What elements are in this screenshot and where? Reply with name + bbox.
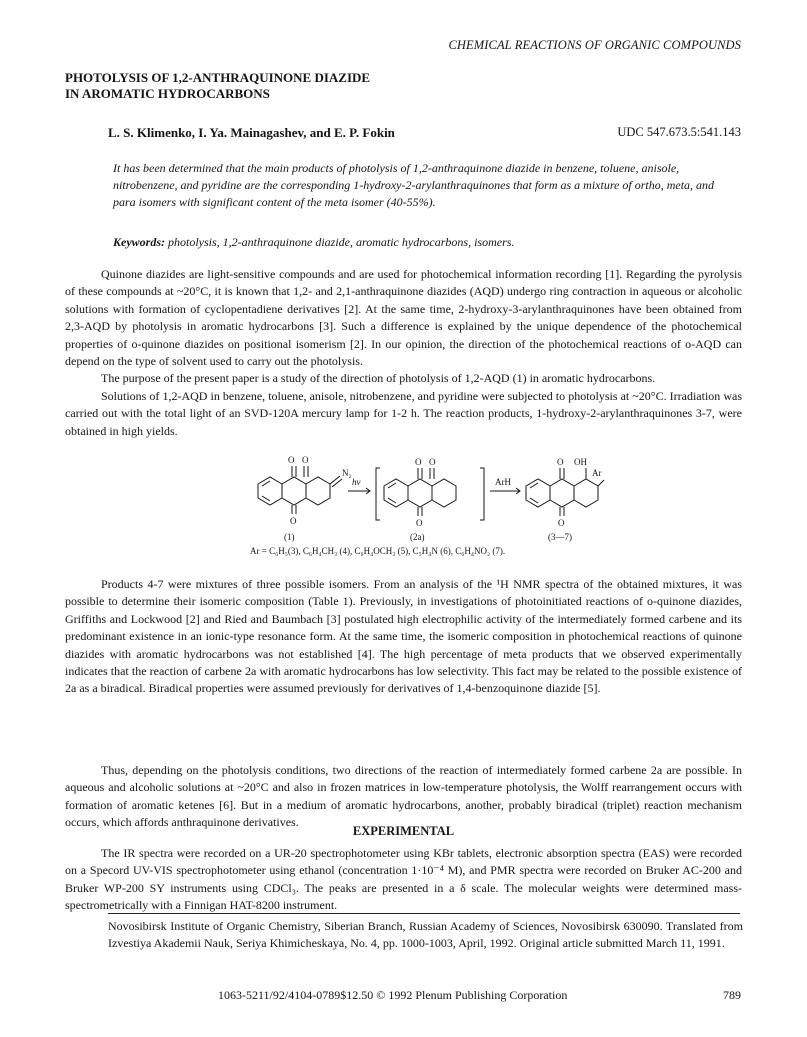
scheme-oxygen: O bbox=[416, 518, 423, 528]
experimental-heading: EXPERIMENTAL bbox=[352, 824, 455, 838]
reaction-scheme bbox=[248, 454, 608, 582]
scheme-oxygen: O bbox=[429, 457, 436, 467]
copyright-imprint: 1063-5211/92/4104-0789$12.50 © 1992 Plenum Publishing Corporation bbox=[218, 988, 568, 1002]
scheme-ar: Ar bbox=[592, 468, 602, 478]
article-title bbox=[65, 70, 370, 102]
scheme-label-2a: (2a) bbox=[410, 532, 425, 542]
footnote-divider bbox=[108, 913, 740, 914]
title-line-2: IN AROMATIC HYDROCARBONS bbox=[65, 86, 270, 101]
scheme-oxygen: O bbox=[557, 457, 564, 467]
scheme-oxygen: O bbox=[558, 518, 565, 528]
scheme-hv: hν bbox=[352, 477, 361, 487]
discussion bbox=[65, 576, 742, 698]
experimental-paragraph: The IR spectra were recorded on a UR-20 spectrophotometer using KBr tablets, electronic absorption spectra (EAS) were recorded on a Specord UV-VIS spectrophotometer using ethanol (concentration 1·10⁻⁴ M), and PMR spectra were recorded on Bruker AC-200 and Bruker WP-200 SY instruments using CDCl₃. The peaks are presented in a δ scale. The molecular weights were determined mass-spectrometrically with a Finnigan HAT-8200 instrument. bbox=[65, 846, 742, 913]
experimental-section bbox=[65, 845, 742, 915]
journal-section-header: CHEMICAL REACTIONS OF ORGANIC COMPOUNDS bbox=[448, 38, 741, 52]
scheme-oxygen: O bbox=[415, 457, 422, 467]
keywords bbox=[113, 235, 738, 250]
scheme-oh: OH bbox=[574, 457, 587, 467]
keywords-label: Keywords: bbox=[113, 235, 165, 249]
authors: L. S. Klimenko, I. Ya. Mainagashev, and E. P. Fokin bbox=[108, 125, 395, 140]
abstract: It has been determined that the main products of photolysis of 1,2-anthraquinone diazide in benzene, toluene, anisole, nitrobenzene, and pyridine are the corresponding 1-hydroxy-2-arylanthraquinones that form as a mixture of ortho, meta, and para isomers with significant content of the meta isomer (40-55%). bbox=[113, 161, 715, 209]
discussion-cont bbox=[65, 762, 742, 832]
scheme-label-1: (1) bbox=[284, 532, 295, 542]
introduction bbox=[65, 266, 742, 440]
intro-paragraph: The purpose of the present paper is a study of the direction of photolysis of 1,2-AQD (1) in aromatic hydrocarbons. bbox=[101, 371, 656, 386]
page-number: 789 bbox=[723, 988, 741, 1002]
scheme-arh: ArH bbox=[495, 477, 511, 487]
intro-paragraph: Solutions of 1,2-AQD in benzene, toluene, anisole, nitrobenzene, and pyridine were subjected to photolysis at ~20°C. Irradiation was carried out with the total light of an SVD-120A mercury lamp for 1-2 h. The reaction products, 1-hydroxy-2-arylanthraquinones 3-7, were obtained in high yields. bbox=[65, 388, 742, 438]
footnote-text: Novosibirsk Institute of Organic Chemistry, Siberian Branch, Russian Academy of Sciences, Novosibirsk 630090. Translated from Izvestiya Akademii Nauk, Seriya Khimicheskaya, No. 4, pp. 1000-1003, April, 1992. Original article submitted March 11, 1991. bbox=[108, 919, 743, 950]
keywords-text: photolysis, 1,2-anthraquinone diazide, aromatic hydrocarbons, isomers. bbox=[168, 235, 515, 249]
scheme-ar-definition: Ar = C₆H₅(3), C₆H₄CH₃ (4), C₆H₄OCH₃ (5), C₅H₄N (6), C₆H₄NO₂ (7). bbox=[250, 546, 506, 556]
scheme-oxygen: O bbox=[302, 455, 309, 465]
scheme-n2: N₂ bbox=[342, 468, 352, 478]
footnote bbox=[108, 918, 743, 952]
intro-paragraph: Quinone diazides are light-sensitive compounds and are used for photochemical information recording [1]. Regarding the pyrolysis of these compounds at ~20°C, it is known that 1,2- and 2,1-anthraquinone diazides (AQD) undergo ring contraction in aqueous or alcoholic solutions with formation of cyclopentadiene derivatives [2]. At the same time, 2-hydroxy-3-arylanthraquinones have been obtained from 2,3-AQD by photolysis in aromatic hydrocarbons [3]. Such a difference is explained by the unique dependence of the photochemical properties of o-quinone diazides on positional isomerism [2]. In our opinion, the direction of the photochemical reactions of o-AQD can depend on the type of solvent used to carry out the photolysis. bbox=[65, 267, 742, 369]
title-line-1: PHOTOLYSIS OF 1,2-ANTHRAQUINONE DIAZIDE bbox=[65, 70, 371, 85]
scheme-oxygen: O bbox=[288, 455, 295, 465]
scheme-oxygen: O bbox=[290, 516, 297, 526]
scheme-label-3-7: (3—7) bbox=[548, 532, 572, 542]
udc-code: UDC 547.673.5:541.143 bbox=[617, 125, 741, 139]
discussion-paragraph: Products 4-7 were mixtures of three possible isomers. From an analysis of the ¹H NMR spectra of the obtained mixtures, it was possible to determine their isomeric composition (Table 1). Previously, in investigations of photoinitiated reactions of o-quinone diazides, Griffiths and Lockwood [2] and Ried and Baumbach [3] postulated high electrophilic activity of the intermediately formed carbene and its predominant existence in an ionic-type resonance form. At the same time, the isomeric composition in photochemical reactions of quinone diazides with aromatic hydrocarbons was not established [4]. The high percentage of meta products that we observed experimentally indicates that the reaction of carbene 2a with aromatic hydrocarbons has low selectivity. This fact may be related to the possible existence of 2a as a biradical. Biradical properties were assumed previously for derivatives of 1,4-benzoquinone diazide [5]. bbox=[65, 577, 742, 696]
discussion-paragraph: Thus, depending on the photolysis conditions, two directions of the reaction of intermediately formed carbene 2a are possible. In aqueous and alcoholic solutions at ~20°C and also in frozen matrices in low-temperature photolysis, the Wolff rearrangement occurs with formation of aromatic ketenes [6]. But in a medium of aromatic hydrocarbons, another, probably biradical (triplet) reaction mechanism occurs, which affords anthraquinone derivatives. bbox=[65, 763, 742, 830]
